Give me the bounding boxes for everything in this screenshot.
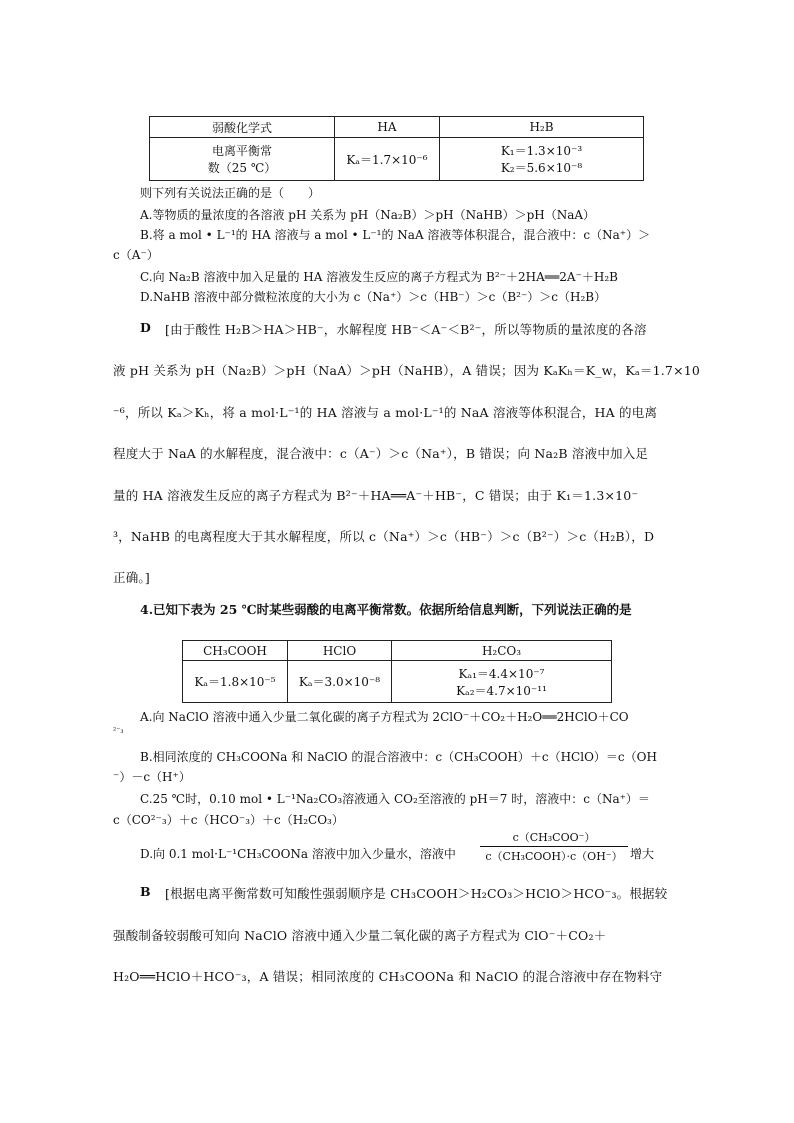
answer4-line1: [根据电离平衡常数可知酸性强弱顺序是 CH₃COOH＞H₂CO₃＞HClO＞HCO⁻₃。根据较 xyxy=(165,886,668,901)
acid-constants-table-1 xyxy=(149,116,644,181)
table1-row-label-line1: 电离平衡常 xyxy=(211,144,272,158)
table1-row-label xyxy=(150,138,335,181)
table2-h2co3-values xyxy=(392,661,612,703)
table2-h2co3-ka1: Kₐ₁＝4.4×10⁻⁷ xyxy=(458,666,545,681)
q4-option-d-suffix: 增大 xyxy=(630,847,655,861)
answer3-line1: [由于酸性 H₂B＞HA＞HB⁻，水解程度 HB⁻＜A⁻＜B²⁻，所以等物质的量浓度的各溶 xyxy=(165,322,647,337)
q3-option-c: C.向 Na₂B 溶液中加入足量的 HA 溶液发生反应的离子方程式为 B²⁻＋2HA══2A⁻＋H₂B xyxy=(140,270,618,284)
q3-stem: 则下列有关说法正确的是（ ） xyxy=(140,186,321,200)
q4-option-b-line1: B.相同浓度的 CH₃COONa 和 NaClO 的混合溶液中：c（CH₃COOH）＋c（HClO）＝c（OH xyxy=(140,750,657,764)
table1-row-label-line2: 数（25 ℃） xyxy=(207,161,277,175)
table2-ch3cooh-value: Kₐ＝1.8×10⁻⁵ xyxy=(183,661,288,703)
q4-option-c-line1: C.25 ℃时，0.10 mol • L⁻¹Na₂CO₃溶液通入 CO₂至溶液的 pH＝7 时，溶液中：c（Na⁺）＝ xyxy=(140,792,650,806)
q4-option-d-fraction xyxy=(480,829,628,864)
table1-h2b-k1: K₁＝1.3×10⁻³ xyxy=(500,144,583,158)
table2-h2co3-ka2: Kₐ₂＝4.7×10⁻¹¹ xyxy=(456,683,547,698)
q4-option-a-line1: A.向 NaClO 溶液中通入少量二氧化碳的离子方程式为 2ClO⁻＋CO₂＋H₂O══2HClO＋CO xyxy=(140,710,629,724)
answer3-line7: 正确。] xyxy=(113,570,150,585)
q4-option-d-prefix: D.向 0.1 mol·L⁻¹CH₃COONa 溶液中加入少量水，溶液中 xyxy=(140,847,456,861)
answer4-letter: B xyxy=(140,884,151,899)
answer3-line2: 液 pH 关系为 pH（Na₂B）＞pH（NaA）＞pH（NaHB），A 错误；因为 KₐKₕ＝K_w，Kₐ＝1.7×10 xyxy=(113,363,701,378)
table1-header-acid: 弱酸化学式 xyxy=(150,117,335,138)
q3-option-d: D.NaHB 溶液中部分微粒浓度的大小为 c（Na⁺）＞c（HB⁻）＞c（B²⁻）＞c（H₂B） xyxy=(140,290,607,304)
q3-option-b-line2: c（A⁻） xyxy=(113,248,159,262)
q4-stem: 4.已知下表为 25 ℃时某些弱酸的电离平衡常数。依据所给信息判断，下列说法正确的是 xyxy=(140,602,632,617)
table1-h2b-k2: K₂＝5.6×10⁻⁸ xyxy=(500,161,583,175)
acid-constants-table-2 xyxy=(182,640,612,703)
answer4-line2: 强酸制备较弱酸可知向 NaClO 溶液中通入少量二氧化碳的离子方程式为 ClO⁻＋CO₂＋ xyxy=(113,928,607,943)
answer3-line6: ³，NaHB 的电离程度大于其水解程度，所以 c（Na⁺）＞c（HB⁻）＞c（B²⁻）＞c（H₂B），D xyxy=(113,529,655,544)
answer3-line4: 程度大于 NaA 的水解程度，混合液中：c（A⁻）＞c（Na⁺），B 错误；向 Na₂B 溶液中加入足 xyxy=(113,446,649,461)
answer4-line3: H₂O══HClO＋HCO⁻₃，A 错误；相同浓度的 CH₃COONa 和 NaClO 的混合溶液中存在物料守 xyxy=(113,969,663,984)
table1-ha-value: Kₐ＝1.7×10⁻⁶ xyxy=(335,138,440,181)
table1-header-ha: HA xyxy=(335,117,440,138)
table2-header-ch3cooh: CH₃COOH xyxy=(183,641,288,661)
q4-option-d-numerator: c（CH₃COO⁻） xyxy=(512,831,596,844)
fraction-bar xyxy=(480,846,628,847)
answer3-line5: 量的 HA 溶液发生反应的离子方程式为 B²⁻＋HA══A⁻＋HB⁻，C 错误；由于 K₁＝1.3×10⁻ xyxy=(113,488,639,503)
table2-hclo-value: Kₐ＝3.0×10⁻⁸ xyxy=(288,661,392,703)
table1-h2b-values xyxy=(440,138,644,181)
q4-option-b-line2: ⁻）－c（H⁺） xyxy=(113,770,191,784)
q4-option-d-denominator: c（CH₃COOH）·c（OH⁻） xyxy=(485,850,623,863)
q4-option-c-line2: c（CO²⁻₃）＋c（HCO⁻₃）＋c（H₂CO₃） xyxy=(113,813,344,827)
q3-option-b-line1: B.将 a mol • L⁻¹的 HA 溶液与 a mol • L⁻¹的 NaA 溶液等体积混合，混合液中：c（Na⁺）＞ xyxy=(140,228,651,242)
table2-header-hclo: HClO xyxy=(288,641,392,661)
table2-header-h2co3: H₂CO₃ xyxy=(392,641,612,661)
q4-option-a-line2: ²⁻₃ xyxy=(113,726,124,735)
table1-header-h2b: H₂B xyxy=(440,117,644,138)
q3-option-a: A.等物质的量浓度的各溶液 pH 关系为 pH（Na₂B）＞pH（NaHB）＞pH（NaA） xyxy=(140,208,596,222)
answer3-line3: ⁻⁶，所以 Kₐ＞Kₕ，将 a mol·L⁻¹的 HA 溶液与 a mol·L⁻¹的 NaA 溶液等体积混合，HA 的电离 xyxy=(113,405,658,420)
answer3-letter: D xyxy=(140,320,152,335)
